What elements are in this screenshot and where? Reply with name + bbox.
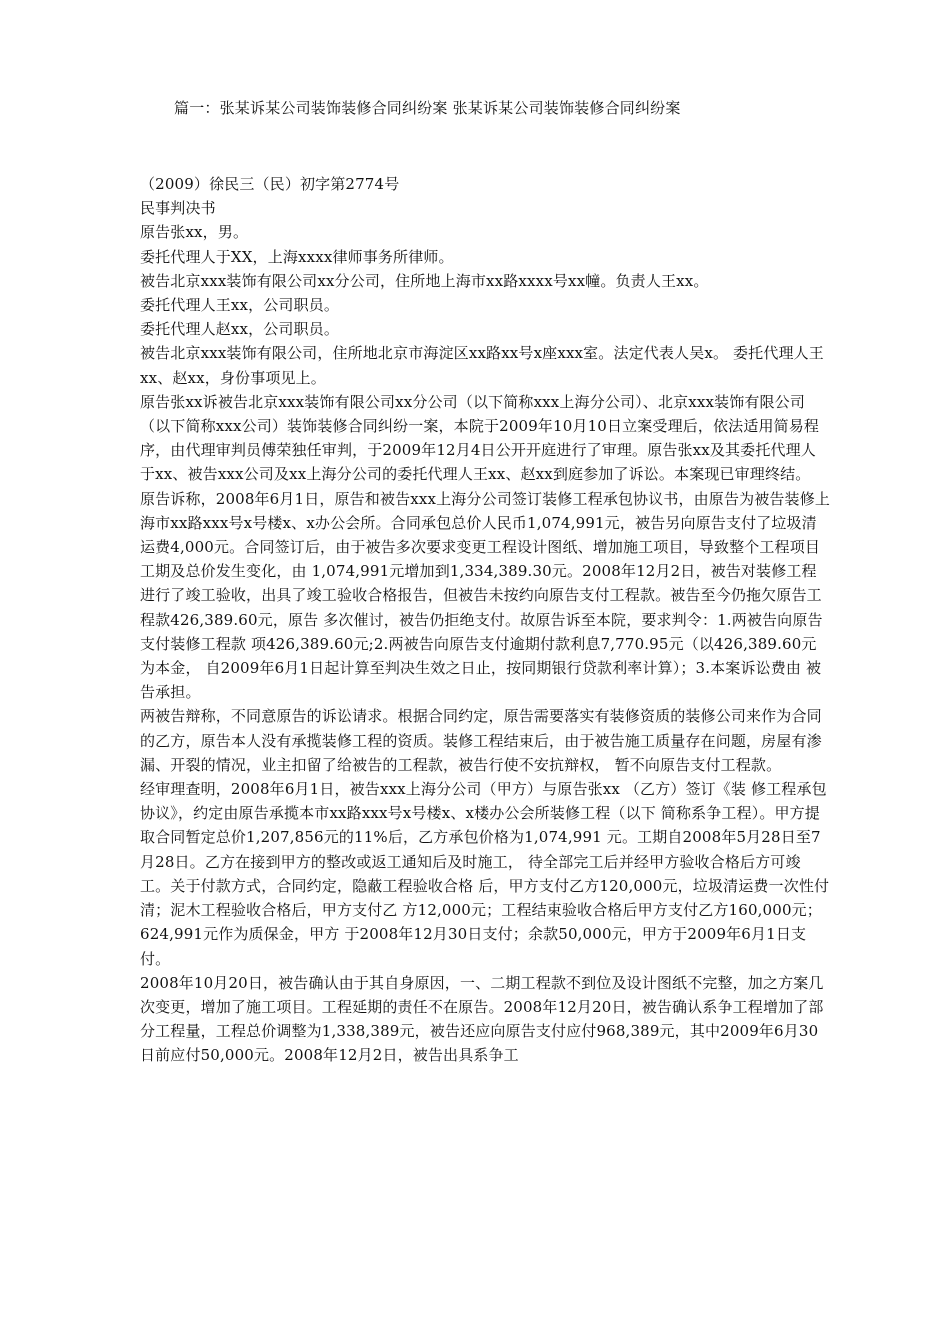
defendant-branch-paragraph: 被告北京xxx装饰有限公司xx分公司，住所地上海市xx路xxxx号xx幢。负责人王xx。 <box>140 271 709 290</box>
defendant-response-paragraph: 两被告辩称，不同意原告的诉讼请求。根据合同约定，原告需要落实有装修资质的装修公司来作为合同的乙方，原告本人没有承揽装修工程的资质。装修工程结束后，由于被告施工质量存在问题，房屋有渗漏、开裂的情况，业主扣留了给被告的工程款，被告行使不安抗辩权， 暂不向原告支付工程款。 <box>140 707 822 774</box>
additional-facts-paragraph: 2008年10月20日，被告确认由于其自身原因，一、二期工程款不到位及设计图纸不完整，加之方案几次变更，增加了施工项目。工程延期的责任不在原告。2008年12月20日，被告确认系争工程增加了部分工程量，工程总价调整为1,338,389元，被告还应向原告支付应付968,389元，其中2009年6月30日前应付50,000元。2008年12月2日，被告出具系争工 <box>140 973 824 1065</box>
defendant-agent-paragraph-2: 委托代理人赵xx，公司职员。 <box>140 320 340 339</box>
facts-found-paragraph: 经审理查明，2008年6月1日，被告xxx上海分公司（甲方）与原告张xx （乙方）签订《装 修工程承包协议》，约定由原告承揽本市xx路xxx号x号楼x、x楼办公会所装修工程（以下 简称系争工程）。甲方提取合同暂定总价1,207,856元的11%后，乙方承包价格为1,074,991 元。工期自2008年5月28日至7月28日。乙方在接到甲方的整改或返工通知后及时施工， 待全部完工后并经甲方验收合格后方可竣工。关于付款方式，合同约定，隐蔽工程验收合格 后，甲方支付乙方120,000元，垃圾清运费一次性付清；泥木工程验收合格后，甲方支付乙 方12,000元；工程结束验收合格后甲方支付乙方160,000元；624,991元作为质保金，甲方 于2008年12月30日支付；余款50,000元，甲方于2009年6月1日支付。 <box>140 780 830 968</box>
judgment-heading: 民事判决书 <box>140 199 216 218</box>
plaintiff-paragraph: 原告张xx，男。 <box>140 223 249 242</box>
plaintiff-claims-paragraph: 原告诉称，2008年6月1日，原告和被告xxx上海分公司签订装修工程承包协议书，由原告为被告装修上海市xx路xxx号x号楼x、x办公会所。合同承包总价人民币1,074,991元，被告另向原告支付了垃圾清运费4,000元。合同签订后，由于被告多次要求变更工程设计图纸、增加施工项目，导致整个工程项目工期及总价发生变化，由 1,074,991元增加到1,334,389.30元。2008年12月2日，被告对装修工程进行了竣工验收，出具了竣工验收合格报告，但被告未按约向原告支付工程款。被告至今仍拖欠原告工程款426,389.60元，原告 多次催讨，被告仍拒绝支付。故原告诉至本院，要求判令：1.两被告向原告支付装修工程款 项426,389.60元;2.两被告向原告支付逾期付款利息7,770.95元（以426,389.60元为本金， 自2009年6月1日起计算至判决生效之日止，按同期银行贷款利率计算）；3.本案诉讼费由 被告承担。 <box>140 489 830 702</box>
case-number: （2009）徐民三（民）初字第2774号 <box>140 175 400 193</box>
defendant-agent-paragraph-1: 委托代理人王xx，公司职员。 <box>140 296 340 315</box>
document-title: 篇一：张某诉某公司装饰装修合同纠纷案 张某诉某公司装饰装修合同纠纷案 <box>174 99 681 117</box>
plaintiff-agent-paragraph: 委托代理人于XX，上海xxxx律师事务所律师。 <box>140 247 454 266</box>
defendant-company-paragraph: 被告北京xxx装饰有限公司，住所地北京市海淀区xx路xx号x座xxx室。法定代表人吴x。 委托代理人王xx、赵xx，身份事项见上。 <box>140 344 824 387</box>
document-body <box>140 172 830 1068</box>
case-intro-paragraph: 原告张xx诉被告北京xxx装饰有限公司xx分公司（以下简称xxx上海分公司）、北京xxx装饰有限公司（以下简称xxx公司）装饰装修合同纠纷一案，本院于2009年10月10日立案受理后，依法适用简易程序，由代理审判员傅荣独任审判，于2009年12月4日公开开庭进行了审理。原告张xx及其委托代理人于xx、被告xxx公司及xx上海分公司的委托代理人王xx、赵xx到庭参加了诉讼。本案现已审理终结。 <box>140 392 820 484</box>
